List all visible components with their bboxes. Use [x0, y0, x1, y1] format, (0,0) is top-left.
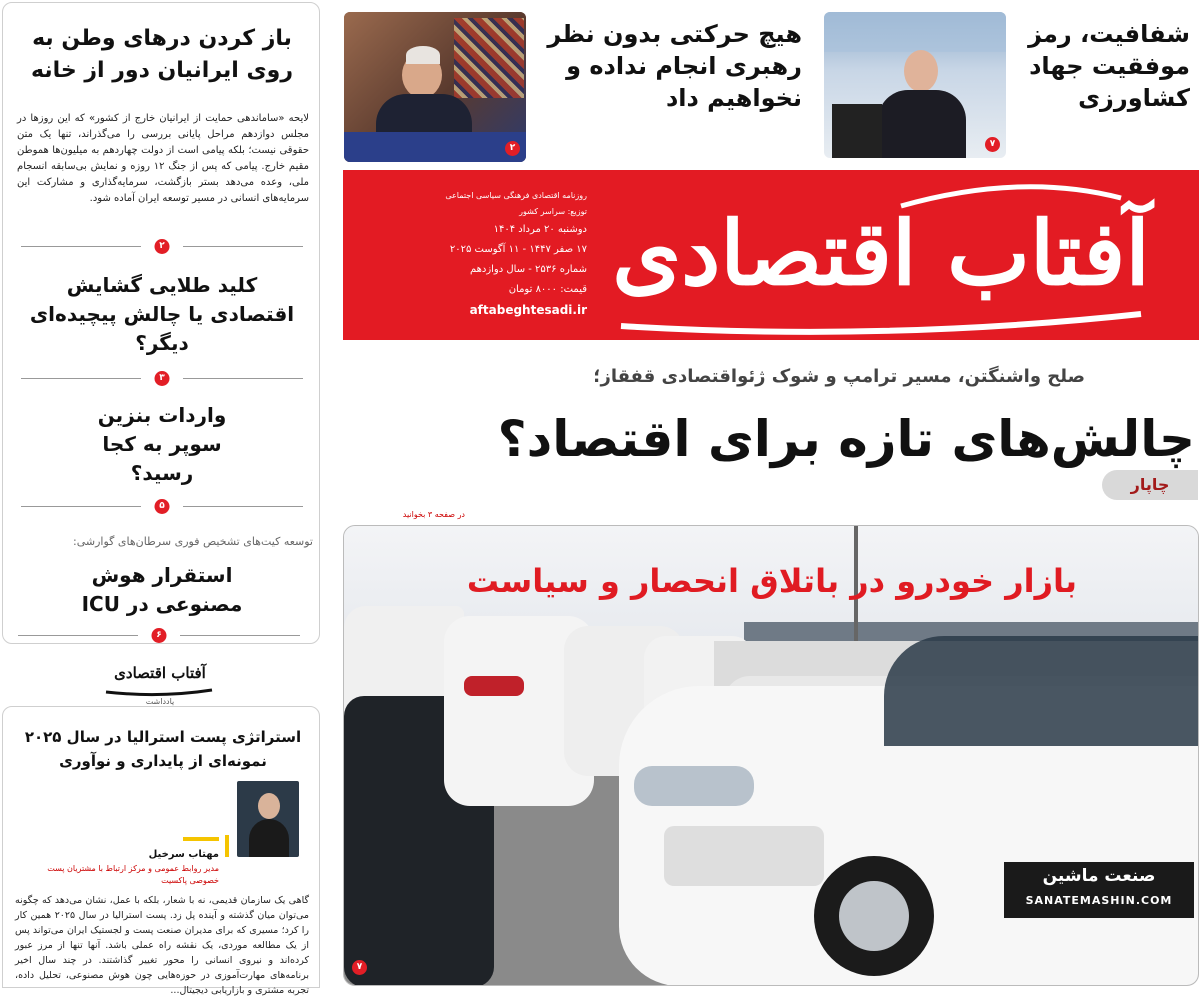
chapar-label: چاپار — [1130, 475, 1170, 494]
author-photo — [237, 781, 299, 857]
masthead-price: قیمت: ۸۰۰۰ تومان — [508, 284, 587, 295]
divider-3 — [21, 371, 303, 385]
page-number-badge: ۲ — [155, 239, 170, 254]
story-b-headline[interactable]: شفافیت، رمز موفقیت جهاد کشاورزی — [1028, 20, 1190, 112]
story-b-photo[interactable] — [824, 12, 1006, 158]
masthead-info — [407, 188, 587, 320]
sheet-reference[interactable]: در صفحه ۳ بخوانید — [402, 510, 465, 519]
story-gasoline-headline[interactable]: واردات بنزین سوپر به کجا رسید؟ — [97, 403, 227, 485]
photo-page-badge: ۷ — [352, 960, 367, 975]
story-b-page-badge: ۷ — [985, 137, 1000, 152]
author-name: مهتاب سرخیل — [148, 849, 219, 860]
story-diaspora-headline[interactable]: باز کردن درهای وطن به روی ایرانیان دور از خانه — [30, 26, 293, 83]
story-golden-key-headline[interactable]: کلید طلایی گشایش اقتصادی یا چالش پیچیده‌ای دیگر؟ — [29, 273, 295, 355]
note-body: گاهی یک سازمان قدیمی، نه با شعار، بلکه با عمل، نشان می‌دهد که چگونه می‌توان میان گذشته و آینده پل زد. پست استرالیا در سال ۲۰۲۵ همین کار را کرد؛ مسیری که برای مدیران صنعت پست و لجستیک ایران می‌تواند پس از یک مطالعه موردی، یک نقشه راه عملی باشد. آنها تنها از مرز عبور کرده‌اند و نیروی انسانی را محور تغییر گذاشتند. در چند سال اخیر برنامه‌های مهارت‌آموزی در حوزه‌هایی چون هوش مصنوعی، تحلیل داده، تجربه مشتری و بازاریابی دیجیتال... — [15, 895, 309, 996]
masthead-distribution: توزیع: سراسر کشور — [519, 207, 587, 216]
masthead-logo — [601, 176, 1161, 336]
brand-name-en: SANATEMASHIN.COM — [1025, 894, 1173, 907]
brand-name-fa: صنعت ماشین — [1042, 866, 1156, 886]
divider-5 — [21, 499, 303, 513]
story-a-page-badge: ۲ — [505, 141, 520, 156]
car-market-photo[interactable] — [343, 525, 1199, 986]
story-ai-headline[interactable]: استقرار هوش مصنوعی در ICU — [81, 563, 243, 616]
author-role: مدیر روابط عمومی و مرکز ارتباط با مشتریان پست خصوصی پاکسیت — [47, 864, 219, 885]
masthead-website[interactable]: aftabeghtesadi.ir — [469, 303, 587, 317]
small-logo-sub: یادداشت — [145, 697, 175, 706]
main-headline[interactable]: چالش‌های تازه برای اقتصاد؟ — [497, 410, 1195, 468]
story-diaspora-body: لایحه «ساماندهی حمایت از ایرانیان خارج از کشور» که این روزها در مجلس دوازدهم مراحل پایانی بررسی را می‌گذراند، تنها یک متن حقوقی نیست؛ بلکه پیامی است از دولت چهاردهم به میلیون‌ها هموطن مقیم خارج. پیامی که پس از جنگ ۱۲ روزه و نمایش بی‌سابقه انسجام ملی، وعده می‌دهد بستر بازگشت، سرمایه‌گذاری و مشارکت این سرمایه‌های انسانی در مسیر توسعه ایران آماده شود. — [17, 113, 310, 204]
masthead — [343, 170, 1199, 340]
note-headline[interactable]: استراتژی پست استرالیا در سال ۲۰۲۵ نمونه‌ای از پایداری و نوآوری — [24, 728, 302, 770]
masthead-issue: شماره ۲۵۳۶ - سال دوازدهم — [469, 264, 587, 275]
photo-headline[interactable]: بازار خودرو در باتلاق انحصار و سیاست — [466, 562, 1078, 600]
masthead-tagline: روزنامه اقتصادی فرهنگی سیاسی اجتماعی — [445, 191, 587, 200]
brand-watermark — [1004, 862, 1194, 918]
story-a-headline[interactable]: هیچ حرکتی بدون نظر رهبری انجام نداده و نخواهیم داد — [547, 20, 802, 112]
page-number-badge: ۳ — [155, 371, 170, 386]
page-number-badge: ۵ — [155, 499, 170, 514]
main-subhead: صلح واشنگتن، مسیر ترامپ و شوک ژئواقتصادی قفقاز؛ — [593, 366, 1085, 387]
small-logo — [100, 664, 220, 704]
author-accent-bar — [225, 835, 229, 857]
masthead-date-hijri: ۱۷ صفر ۱۴۴۷ - ۱۱ آگوست ۲۰۲۵ — [449, 244, 587, 255]
note-box — [2, 706, 320, 996]
chapar-tag — [1102, 470, 1198, 500]
masthead-date-fa: دوشنبه ۲۰ مرداد ۱۴۰۴ — [493, 224, 587, 235]
story-ai-kicker: توسعه کیت‌های تشخیص فوری سرطان‌های گوارشی: — [72, 535, 313, 548]
page-number-badge: ۶ — [152, 628, 167, 643]
story-a-photo[interactable] — [344, 12, 526, 162]
logo-text: آفتاب اقتصادی — [612, 201, 1150, 305]
divider-6 — [18, 628, 300, 642]
left-news-column — [2, 2, 320, 644]
divider-2 — [21, 239, 303, 253]
small-logo-text: آفتاب اقتصادی — [114, 664, 206, 682]
